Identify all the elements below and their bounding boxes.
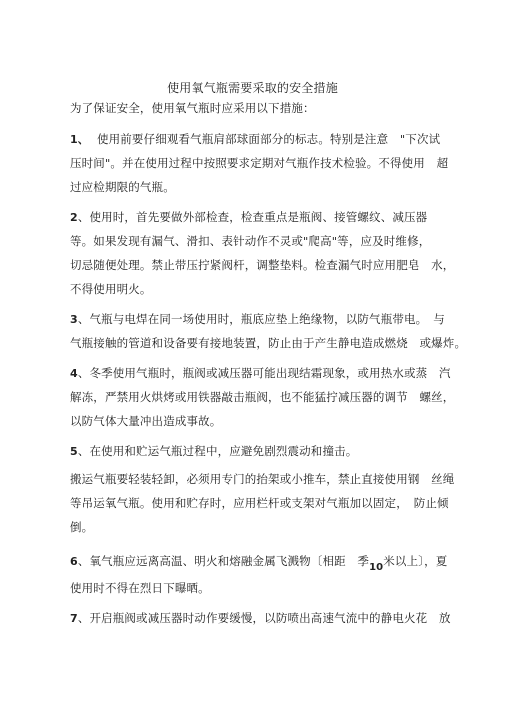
item-7-line-1: 7、开启瓶阀或减压器时动作要缓慢，以防喷出高速气流中的静电火花 放: [70, 611, 451, 625]
item-2-line-1: 2、使用时，首先要做外部检查，检查重点是瓶阀、接管螺纹、减压器: [70, 210, 428, 224]
item-1-line-3: 过应检期限的气瓶。: [70, 180, 175, 194]
item-1-line-1: 1、 使用前要仔细观看气瓶肩部球面部分的标志。特别是注意 "下次试: [70, 132, 441, 146]
item-5-line-2: 搬运气瓶要轻装轻卸，必须用专门的抬架或小推车，禁止直接使用钢 丝绳: [70, 472, 455, 486]
item-5-line-1: 5、在使用和贮运气瓶过程中，应避免剧烈震动和撞击。: [70, 444, 358, 458]
item-2-line-4: 不得使用明火。: [70, 282, 152, 296]
item-1-line-2: 压时间"。并在使用过程中按照要求定期对气瓶作技术检验。不得使用 超: [70, 156, 449, 170]
item-5-line-4: 倒。: [70, 520, 94, 534]
item-6-line-2: 使用时不得在烈日下曝晒。: [70, 581, 210, 595]
item-number: 2: [70, 211, 78, 224]
item-number: 6: [70, 555, 78, 568]
item-6-line-1: 6、氧气瓶应远离高温、明火和熔融金属飞溅物〔相距 季10米以上〕，夏: [70, 554, 448, 573]
item-5-line-3: 等吊运氧气瓶。使用和贮存时，应用栏杆或支架对气瓶加以固定， 防止倾: [70, 496, 449, 510]
intro-paragraph: 为了保证安全，使用氧气瓶时应采用以下措施：: [70, 101, 315, 115]
distance-value: 10: [369, 562, 384, 573]
item-number: 4: [70, 367, 78, 380]
item-number: 1、: [70, 133, 89, 146]
document-title: 使用氧气瓶需要采取的安全措施: [167, 81, 338, 95]
item-2-line-3: 切忌随便处理。禁止带压拧紧阀杆，调整垫料。检查漏气时应用肥皂 水，: [70, 258, 455, 272]
item-number: 5: [70, 445, 78, 458]
item-2-line-2: 等。如果发现有漏气、滑扣、表针动作不灵或"爬高"等，应及时维修，: [70, 234, 431, 248]
item-number: 3: [70, 313, 78, 326]
item-number: 7: [70, 612, 78, 625]
item-3-line-1: 3、气瓶与电焊在同一场使用时，瓶底应垫上绝缘物，以防气瓶带电。 与: [70, 312, 445, 326]
item-4-line-3: 以防气体大量冲出造成事故。: [70, 414, 222, 428]
item-4-line-1: 4、冬季使用气瓶时，瓶阀或减压器可能出现结霜现象，或用热水或蒸 汽: [70, 366, 451, 380]
item-4-line-2: 解冻，严禁用火烘烤或用铁器敲击瓶阀，也不能猛拧减压器的调节 螺丝，: [70, 390, 455, 404]
item-3-line-2: 气瓶接触的管道和设备要有接地装置，防止由于产生静电造成燃烧 或爆炸。: [70, 336, 467, 350]
